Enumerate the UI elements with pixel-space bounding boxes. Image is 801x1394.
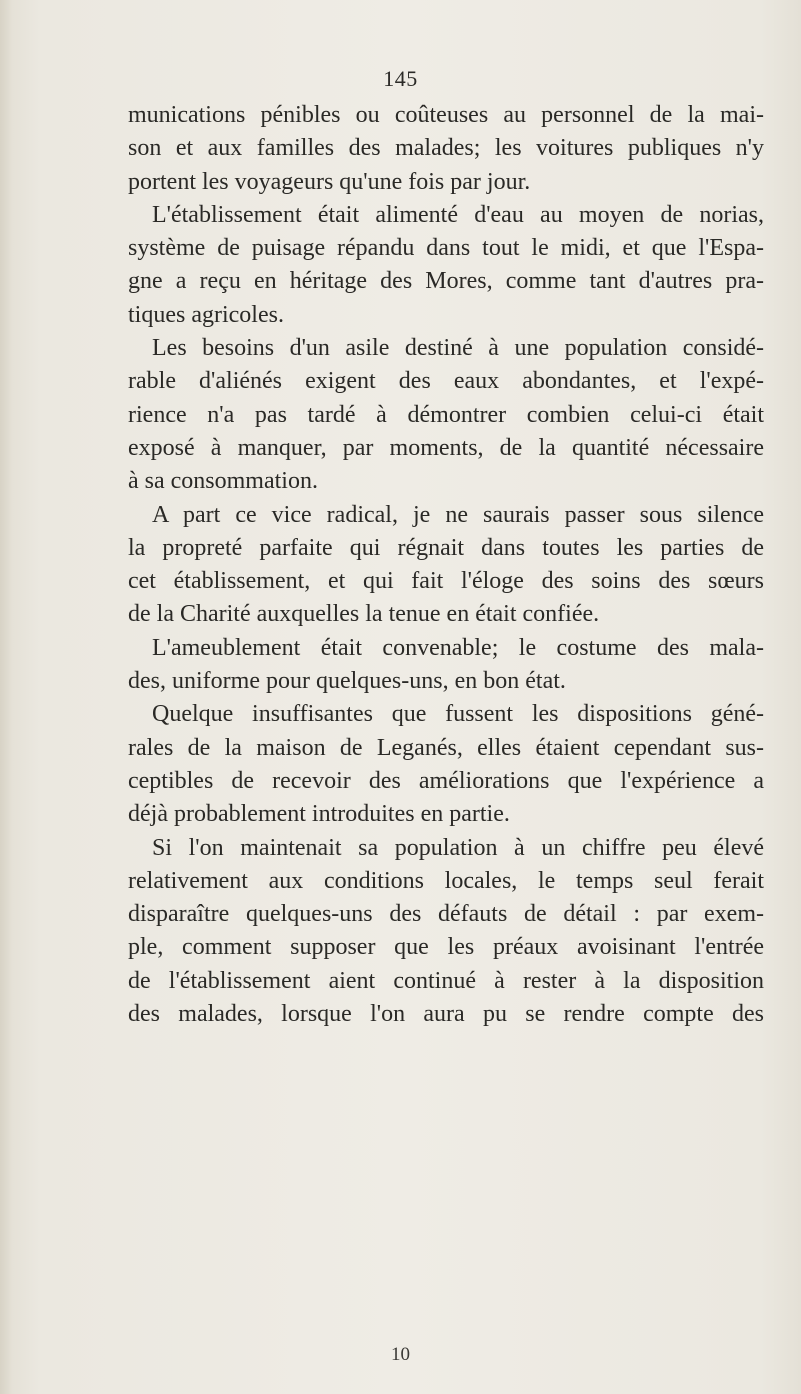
text-line: système de puisage répandu dans tout le midi, et que l'Espa- bbox=[128, 235, 764, 262]
text-line: rales de la maison de Leganés, elles étaient cependant sus- bbox=[128, 734, 764, 761]
text-line: ceptibles de recevoir des améliorations que l'expérience a bbox=[128, 767, 764, 794]
signature-mark: 10 bbox=[391, 1344, 410, 1365]
text-line: A part ce vice radical, je ne saurais passer sous silence bbox=[152, 501, 764, 528]
text-line: des malades, lorsque l'on aura pu se rendre compte des bbox=[128, 1001, 764, 1028]
text-line: rience n'a pas tardé à démontrer combien celui-ci était bbox=[128, 401, 764, 428]
text-line: ple, comment supposer que les préaux avoisinant l'entrée bbox=[128, 934, 764, 961]
text-line: cet établissement, et qui fait l'éloge des soins des sœurs bbox=[128, 568, 764, 595]
text-line: rable d'aliénés exigent des eaux abondantes, et l'expé- bbox=[128, 368, 764, 395]
text-line: Quelque insuffisantes que fussent les dispositions géné- bbox=[152, 701, 764, 728]
text-line: des, uniforme pour quelques-uns, en bon état. bbox=[128, 668, 566, 695]
text-line: L'ameublement était convenable; le costume des mala- bbox=[152, 634, 764, 661]
text-line: relativement aux conditions locales, le temps seul ferait bbox=[128, 867, 764, 894]
body-text bbox=[128, 99, 764, 1031]
text-line: exposé à manquer, par moments, de la quantité nécessaire bbox=[128, 434, 764, 461]
text-line: son et aux familles des malades; les voitures publiques n'y bbox=[128, 135, 764, 162]
text-line: Si l'on maintenait sa population à un chiffre peu élevé bbox=[152, 834, 764, 861]
text-line: de l'établissement aient continué à rester à la disposition bbox=[128, 967, 764, 994]
text-line: à sa consommation. bbox=[128, 468, 318, 495]
text-line: Les besoins d'un asile destiné à une population considé- bbox=[152, 335, 764, 362]
page-number: 145 bbox=[383, 66, 418, 91]
text-line: tiques agricoles. bbox=[128, 301, 284, 328]
text-line: déjà probablement introduites en partie. bbox=[128, 801, 510, 828]
text-line: la propreté parfaite qui régnait dans toutes les parties de bbox=[128, 534, 764, 561]
text-line: disparaître quelques-uns des défauts de détail : par exem- bbox=[128, 901, 764, 928]
text-line: L'établissement était alimenté d'eau au moyen de norias, bbox=[152, 201, 764, 228]
page-edge-shadow bbox=[0, 0, 12, 1394]
text-line: gne a reçu en héritage des Mores, comme tant d'autres pra- bbox=[128, 268, 764, 295]
text-line: de la Charité auxquelles la tenue en était confiée. bbox=[128, 601, 600, 628]
text-line: munications pénibles ou coûteuses au personnel de la mai- bbox=[128, 102, 764, 128]
text-line: portent les voyageurs qu'une fois par jour. bbox=[128, 168, 531, 195]
